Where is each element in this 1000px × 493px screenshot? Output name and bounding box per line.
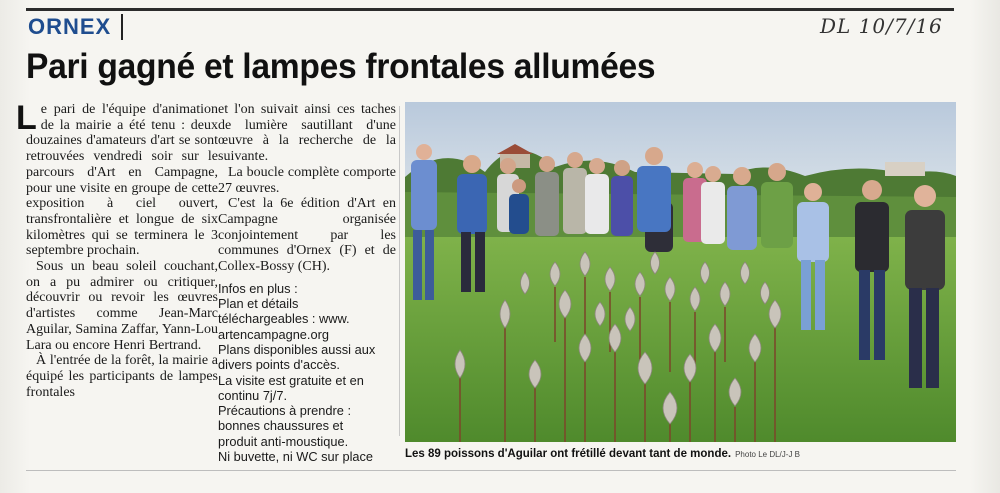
infos-line: produit anti-moustique. xyxy=(218,433,349,449)
infos-line: Précautions à prendre : xyxy=(218,403,352,419)
infos-line: divers points d'accès. xyxy=(218,357,340,373)
infos-line: La visite est gratuite et en xyxy=(218,372,364,388)
dropcap: L xyxy=(16,99,37,137)
infos-line: continu 7j/7. xyxy=(218,387,288,403)
paragraph: À l'entrée de la forêt, la mairie a équipé les participants de lampes frontales xyxy=(26,353,218,400)
column-divider xyxy=(399,106,400,436)
paragraph: C'est la 6e édition d'Art en Campagne organisée conjointement par les communes d'Ornex (F) et de Collex-Bossy (CH). xyxy=(218,196,396,275)
infos-line: Ni buvette, ni WC sur place xyxy=(218,449,374,464)
paragraph: La boucle complète comporte 27 œuvres. xyxy=(218,164,396,196)
bottom-rule xyxy=(26,470,956,471)
infos-line: téléchargeables : www. xyxy=(218,311,350,327)
infos-line: Infos en plus : xyxy=(218,280,298,296)
infos-box xyxy=(218,281,396,465)
article-column-2 xyxy=(218,102,396,464)
paragraph: e pari de l'équipe d'animation de la mairie a été tenu : deux douzaines d'amateurs d'art se sont retrouvées vendredi soir sur le parcours d'Art en Campagne, pour une visite en groupe de cette exposition à ciel ouvert, transfrontalière et longue de six kilomètres qui se terminera le 3 septembre prochain. xyxy=(26,102,218,259)
infos-line: Plan et détails xyxy=(218,296,299,312)
paragraph: Sous un beau soleil couchant, on a pu admirer ou critiquer, découvrir ou revoir les œuvres d'artistes comme Jean-Marc Aguilar, Samina Zaffar, Yann-Lou Lara ou encore Henri Bertrand. xyxy=(26,259,218,353)
headline: Pari gagné et lampes frontales allumées xyxy=(26,47,656,86)
infos-line: bonnes chaussures et xyxy=(218,418,344,434)
house xyxy=(885,162,925,176)
photo-caption xyxy=(405,444,956,464)
top-rule xyxy=(26,8,954,11)
section-label: ORNEX xyxy=(26,14,123,40)
caption-text: Les 89 poissons d'Aguilar ont frétillé devant tant de monde. xyxy=(405,448,732,460)
infos-line: artencampagne.org xyxy=(218,326,329,342)
article-column-1 xyxy=(16,99,218,400)
photo-credit: Photo Le DL/J-J B xyxy=(735,450,800,459)
paragraph: et l'on suivait ainsi ces taches de lumière sautillant d'une œuvre à la recherche de la suivante. xyxy=(218,102,396,165)
photo-illustration xyxy=(405,102,956,442)
group-photo xyxy=(405,102,956,442)
infos-line: Plans disponibles aussi aux xyxy=(218,341,376,357)
handwritten-date: DL 10/7/16 xyxy=(820,14,943,38)
